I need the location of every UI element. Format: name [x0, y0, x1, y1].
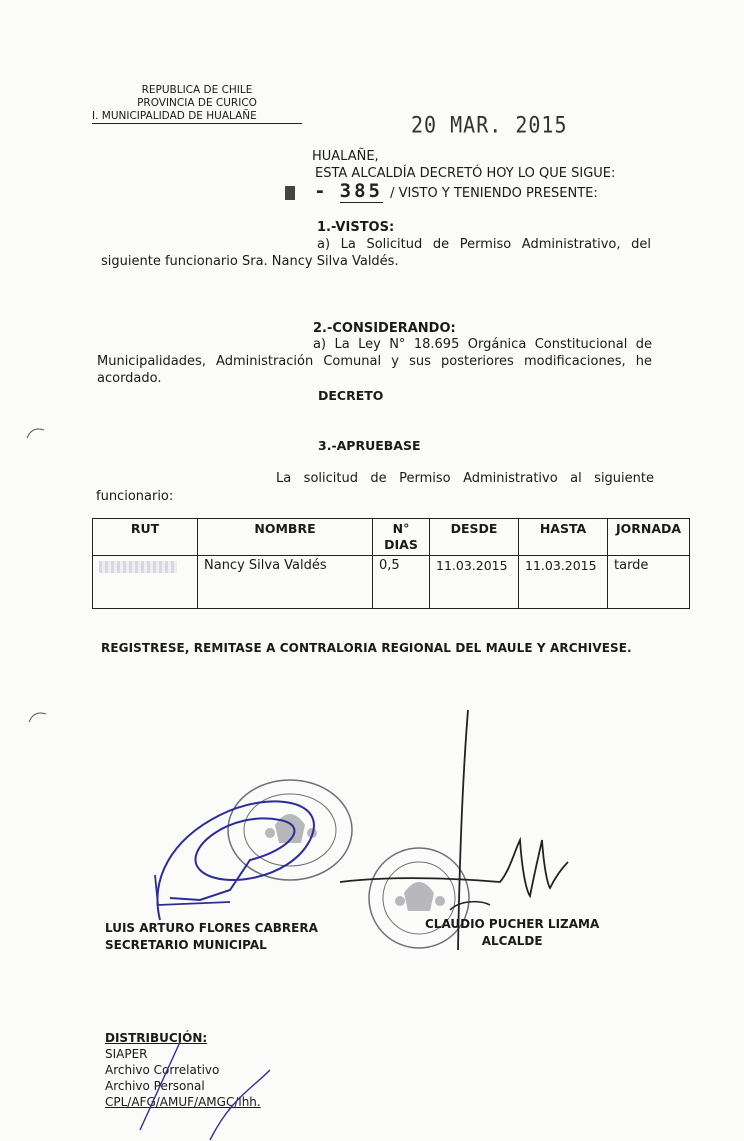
cell-nombre: Nancy Silva Valdés — [198, 556, 373, 609]
permit-table — [92, 518, 690, 609]
city-line: HUALAÑE, — [312, 149, 379, 164]
distribution-item: SIAPER — [105, 1047, 148, 1061]
header-line-province: PROVINCIA DE CURICO — [137, 97, 257, 109]
cell-jornada: tarde — [608, 556, 690, 609]
punch-mark-icon — [26, 708, 50, 728]
secretary-signature-block — [105, 920, 318, 954]
secretary-title: SECRETARIO MUNICIPAL — [105, 938, 267, 952]
secretary-name: LUIS ARTURO FLORES CABRERA — [105, 921, 318, 935]
header-line-republic: REPUBLICA DE CHILE — [141, 84, 253, 96]
decree-prefix: - — [314, 180, 329, 202]
decree-number-line — [285, 180, 598, 202]
mayor-signature-block — [425, 916, 599, 950]
col-header-hasta: HASTA — [519, 519, 608, 556]
considerando-text-1: a) La Ley N° 18.695 Orgánica Constitucional de — [313, 337, 652, 352]
intro-line: ESTA ALCALDÍA DECRETÓ HOY LO QUE SIGUE: — [315, 166, 616, 181]
considerando-title: 2.-CONSIDERANDO: — [313, 321, 456, 336]
header-block — [92, 84, 302, 124]
vistos-title: 1.-VISTOS: — [317, 220, 395, 235]
distribution-item: Archivo Personal — [105, 1079, 205, 1093]
decree-mark-icon — [285, 186, 295, 200]
col-header-rut: RUT — [93, 519, 198, 556]
rut-redacted — [99, 561, 177, 573]
distribution-item: CPL/AFG/AMUF/AMGC/lhh. — [105, 1095, 261, 1109]
visto-line: / VISTO Y TENIENDO PRESENTE: — [390, 186, 598, 201]
cell-hasta: 11.03.2015 — [519, 556, 608, 609]
distribution-scribble — [120, 1040, 290, 1141]
considerando-text-3: acordado. — [97, 371, 162, 386]
header-line-municipality: I. MUNICIPALIDAD DE HUALAÑE — [92, 110, 302, 124]
mayor-name: CLAUDIO PUCHER LIZAMA — [425, 917, 600, 931]
table-header-row — [93, 519, 690, 556]
vistos-text-2: siguiente funcionario Sra. Nancy Silva Valdés. — [101, 254, 399, 269]
table-row — [93, 556, 690, 609]
distribution-item: Archivo Correlativo — [105, 1063, 220, 1077]
decree-number: 385 — [339, 180, 383, 202]
date-stamp: 20 MAR. 2015 — [411, 111, 568, 139]
distribution-title: DISTRIBUCIÓN: — [105, 1031, 208, 1045]
punch-mark-icon — [24, 424, 48, 444]
mayor-title: ALCALDE — [481, 934, 543, 948]
cell-desde: 11.03.2015 — [430, 556, 519, 609]
considerando-text-2: Municipalidades, Administración Comunal y sus posteriores modificaciones, he — [97, 354, 652, 369]
col-header-dias: N° DIAS — [373, 519, 430, 556]
cell-rut — [93, 556, 198, 609]
vistos-text-1: a) La Solicitud de Permiso Administrativo, del — [317, 237, 651, 252]
closing-line: REGISTRESE, REMITASE A CONTRALORIA REGIONAL DEL MAULE Y ARCHIVESE. — [101, 641, 632, 655]
col-header-nombre: NOMBRE — [198, 519, 373, 556]
col-header-jornada: JORNADA — [608, 519, 690, 556]
decreto-title: DECRETO — [318, 388, 384, 403]
apruebase-text-2: funcionario: — [96, 489, 174, 504]
cell-dias: 0,5 — [373, 556, 430, 609]
apruebase-text-1: La solicitud de Permiso Administrativo al siguiente — [276, 471, 654, 486]
apruebase-title: 3.-APRUEBASE — [318, 438, 421, 453]
col-header-desde: DESDE — [430, 519, 519, 556]
